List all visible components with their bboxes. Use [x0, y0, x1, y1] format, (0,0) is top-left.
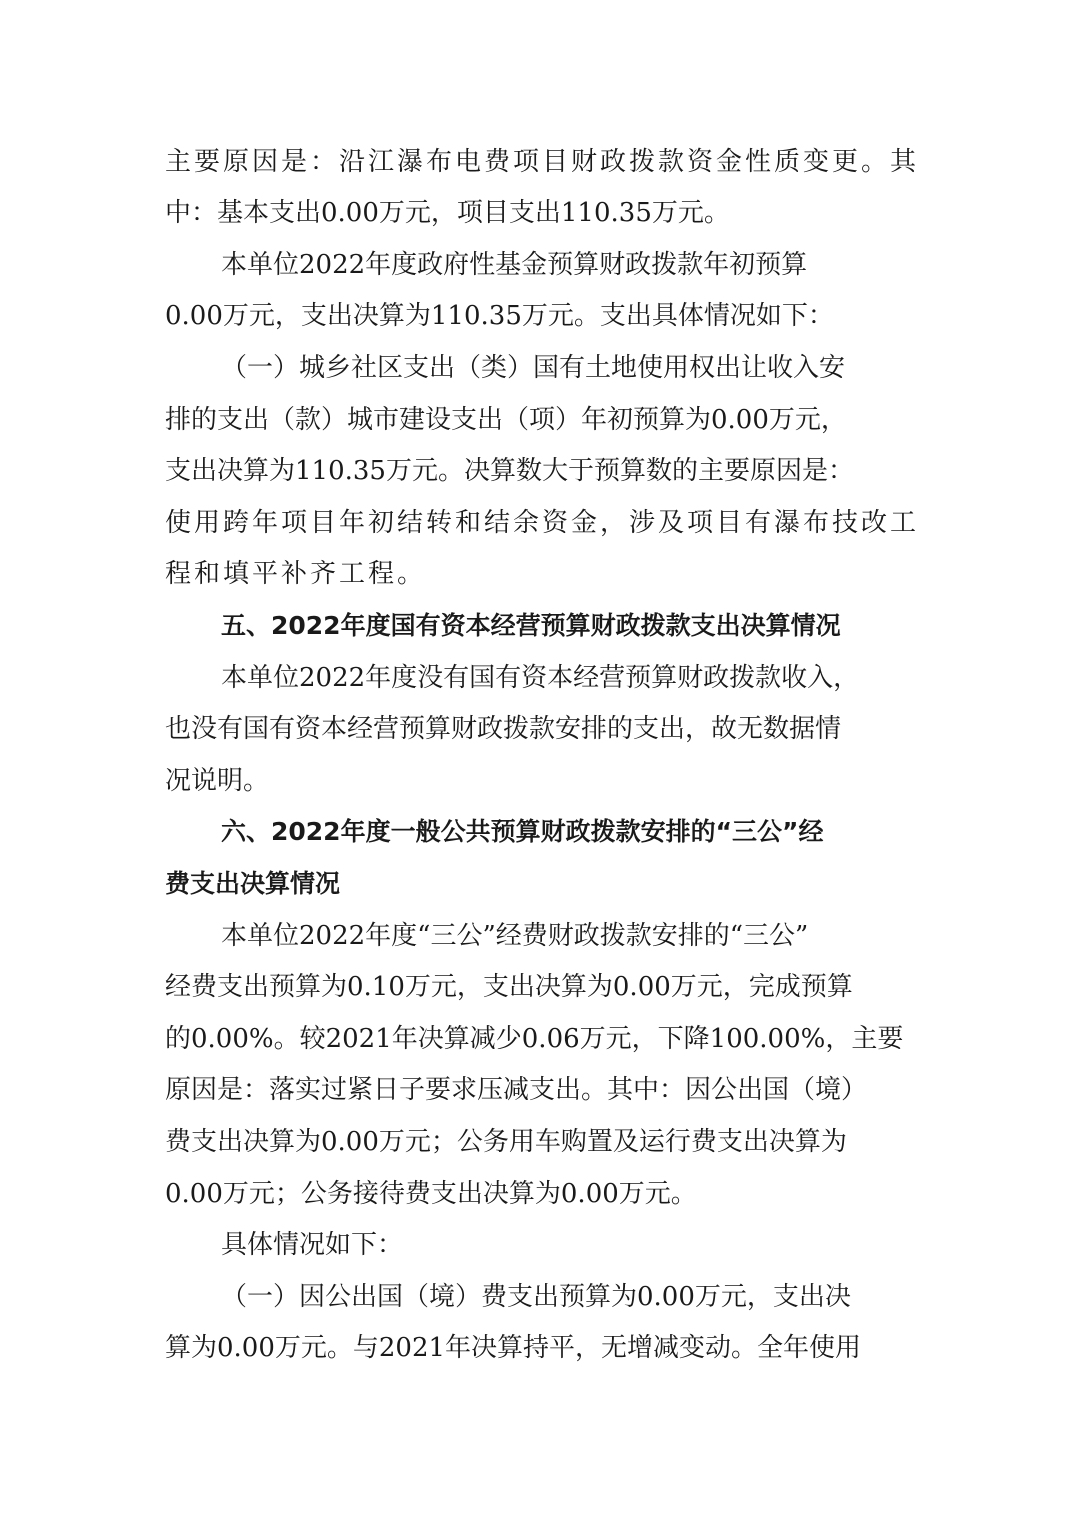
- text-line: 本单位2022年度“三公”经费财政拨款安排的“三公”: [221, 921, 809, 951]
- text-line: （一）因公出国（境）费支出预算为0.00万元，支出决: [221, 1282, 851, 1312]
- section-heading: 六、2022年度一般公共预算财政拨款安排的“三公”经: [221, 817, 824, 846]
- text-line: 况说明。: [165, 766, 270, 796]
- text-line: 费支出决算为0.00万元；公务用车购置及运行费支出决算为: [165, 1127, 847, 1157]
- section-heading: 费支出决算情况: [165, 869, 341, 898]
- text-line: 本单位2022年度政府性基金预算财政拨款年初预算: [221, 250, 808, 280]
- text-line: 本单位2022年度没有国有资本经营预算财政拨款收入，: [221, 663, 860, 693]
- section-heading: 五、2022年度国有资本经营预算财政拨款支出决算情况: [221, 611, 841, 640]
- text-line: 经费支出预算为0.10万元，支出决算为0.00万元，完成预算: [165, 972, 853, 1002]
- text-line: 原因是：落实过紧日子要求压减支出。其中：因公出国（境）: [165, 1075, 868, 1105]
- text-line: 0.00万元，支出决算为110.35万元。支出具体情况如下：: [165, 301, 834, 331]
- text-line: 算为0.00万元。与2021年决算持平，无增减变动。全年使用: [165, 1333, 862, 1363]
- text-line: 程和填平补齐工程。: [165, 559, 427, 589]
- text-line: （一）城乡社区支出（类）国有土地使用权出让收入安: [221, 353, 846, 383]
- text-line: 的0.00%。较2021年决算减少0.06万元，下降100.00%，主要: [165, 1024, 904, 1054]
- text-line: 使用跨年项目年初结转和结余资金，涉及项目有瀑布技改工: [165, 508, 920, 538]
- text-line: 也没有国有资本经营预算财政拨款安排的支出，故无数据情: [165, 714, 842, 744]
- text-line: 0.00万元；公务接待费支出决算为0.00万元。: [165, 1179, 697, 1209]
- text-line: 主要原因是：沿江瀑布电费项目财政拨款资金性质变更。其: [165, 147, 920, 177]
- text-line: 支出决算为110.35万元。决算数大于预算数的主要原因是：: [165, 456, 854, 486]
- text-line: 具体情况如下：: [221, 1230, 404, 1260]
- text-line: 排的支出（款）城市建设支出（项）年初预算为0.00万元，: [165, 405, 847, 435]
- text-line: 中：基本支出0.00万元，项目支出110.35万元。: [165, 198, 730, 228]
